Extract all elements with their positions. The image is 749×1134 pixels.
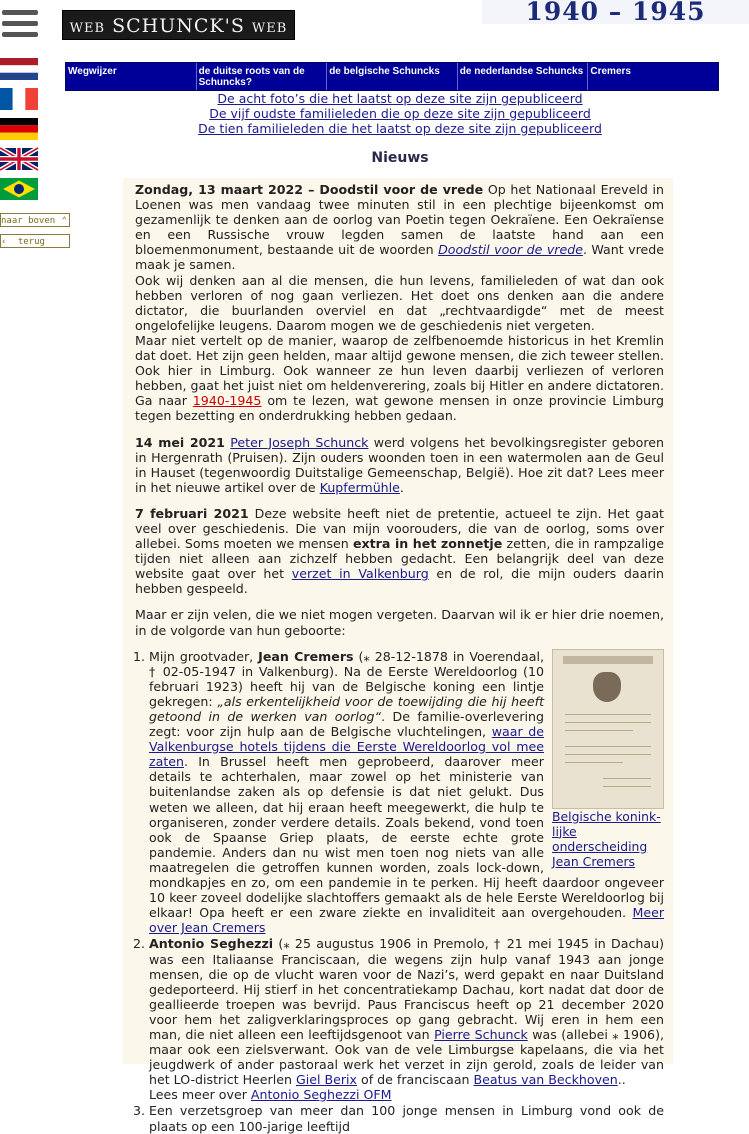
site-logo[interactable] [62, 10, 295, 40]
item-quote: „als erkentelijkheid voor de toewijding die hij heeft getoond in de werken van oorlog“ [149, 693, 545, 724]
double-chevron-up-icon: ⌃ [61, 216, 67, 226]
list-item [149, 936, 664, 1102]
remembrance-list [135, 649, 664, 1134]
menu-hamburger-icon[interactable] [2, 10, 38, 38]
chevron-left-icon: ‹ [1, 237, 7, 247]
back-to-top-button[interactable] [0, 213, 70, 227]
news-text: Maar niet vertelt op de manier, waarop de zelfbenoemde historicus in het Kremlin dat doet. Het zijn geen helden, maar altijd gewone mensen, die zich teweer stellen. Ook hier in Limburg. Ook wanneer ze hun leven daarbij verliezen of verloren hebben, gaat het juist niet om heldenverering, zoals bij Hitler en andere dictatoren. Ga naar [135, 332, 664, 409]
news-text: werd volgens het bevolkingsregister geboren in Hergenrath (Pruisen). Zijn ouders woonden toen in een watermolen aan de Geul in Hauset (tegenwoordig Duitstalige Gemeenschap, België). Hoe zit dat? Lees meer in het nieuwe artikel over de [135, 434, 664, 495]
french-flag-icon[interactable] [0, 88, 38, 110]
link-valkenburgse-hotels[interactable]: waar de Valkenburgse hotels tijdens die Eerste Wereldoorlog vol mee zaten [149, 724, 544, 770]
german-flag-icon[interactable] [0, 118, 38, 140]
item-text: (⁎ 28-12-1878 in Voerendaal, † 02-05-1947 in Valkenburg). Na de Eerste Wereldoorlog (10 februari 1923) heeft hij van de Belgische koning een lintje gekregen: [149, 648, 544, 709]
news-text: . Want vrede maak je samen. [135, 242, 664, 273]
news-text: . [399, 479, 404, 495]
link-doodstil[interactable]: Doodstil voor de vrede [438, 242, 583, 258]
news-bold: extra in het zonnetje [352, 536, 503, 552]
list-item [149, 1103, 664, 1133]
list-item [149, 649, 664, 936]
nav-item-cremers[interactable]: Cremers [590, 66, 631, 77]
item-text: was (allebei ⁎ 1906), maar ook een zielsverwant. Ook van de vele Limburgse kapelaans, die via het jeugdwerk of ander pastoraal werk het verzet in zijn gerold, zoals de leider van het LO-district Heerlen [149, 1026, 664, 1088]
news-date: 14 mei 2021 [135, 434, 225, 450]
news-item-2021-feb [135, 506, 664, 597]
page-title: Nieuws [371, 150, 429, 166]
news-text: Op het Nationaal Ereveld in Loenen was men vandaag twee minuten stil in een plechtige bijeenkomst om gezamenlijk te denken aan de oorlog van Poetin tegen Oekraïene. Een Oekraïense en een Russische vrouw legden samen de laatste hand aan een bloemenmonument, bestaande uit de woorden [135, 182, 664, 258]
item-text: (⁎ 25 augustus 1906 in Premolo, † 21 mei 1945 in Dachau) was een Italiaanse Franciscaan, die wegens zijn hulp vanaf 1943 aan jonge mensen, die op de vlucht waren voor de Nazi’s, werd gepakt en naar Duitsland gedeporteerd. Hij stierf in het concentratiekamp Dachau, kort nadat dat door de geallieerde troepen was bevrijd. Paus Franciscus heeft op 21 december 2020 voor hem het zaligverklaringsproces op gang gebracht. Wij eren in hem een man, die niet alleen een leeftijdsgenoot van [149, 936, 664, 1042]
link-verzet-valkenburg[interactable]: verzet in Valkenburg [291, 566, 429, 582]
item-text: . De familie-overlevering zegt: voor zijn hulp aan de Belgische vluchtelingen, [149, 709, 544, 740]
nav-item-nederlandse-schuncks[interactable]: de nederlandse Schuncks [458, 63, 589, 90]
link-beatus-van-beckhoven[interactable]: Beatus van Beckhoven [473, 1072, 618, 1088]
news-item-2022 [135, 182, 664, 424]
news-text: en de rol, die mijn ouders daarin hebben gespeeld. [135, 566, 665, 597]
link-latest-members[interactable]: De tien familieleden die het laatst op deze site zijn gepubliceerd [198, 121, 602, 136]
news-intro: Maar er zijn velen, die we niet mogen vergeten. Daarvan wil ik er hier drie noemen, in de volgorde van hun geboorte: [135, 607, 664, 638]
nav-item-duitse-roots[interactable]: de duitse roots van de Schuncks? [197, 63, 328, 90]
link-kupfermuhle[interactable]: Kupfermühle [319, 479, 400, 495]
item-name: Jean Cremers [258, 648, 354, 664]
link-oldest-members[interactable]: De vijf oudste familieleden die op deze site zijn gepubliceerd [209, 106, 591, 121]
decoration-figure [552, 649, 664, 869]
item-name: Antonio Seghezzi [149, 936, 274, 952]
item-text: .. [617, 1072, 626, 1088]
link-antonio-seghezzi[interactable]: Antonio Seghezzi OFM [250, 1087, 392, 1103]
main-navigation [65, 62, 719, 91]
back-to-top-label: naar boven [1, 216, 56, 226]
dutch-flag-icon[interactable] [0, 58, 38, 80]
nav-item-wegwijzer[interactable]: Wegwijzer [66, 63, 197, 90]
back-label: terug [17, 237, 45, 247]
recent-links [130, 91, 670, 136]
news-date: 7 februari 2021 [135, 505, 249, 521]
news-item-2021-mei [135, 435, 664, 495]
news-text: Ook wij denken aan al die mensen, die hun levens, familieleden of wat dan ook hebben verloren of nog gaan verliezen. Het doet ons denken aan die andere dictator, die buurlanden overviel en dat „rechtvaardigde“ met de meest ongelofelijke leugens. Daarom mogen we de geschiedenis niet vergeten. [135, 272, 664, 333]
link-1940-1945[interactable]: 1940-1945 [192, 393, 262, 409]
back-button[interactable] [0, 234, 70, 248]
years-banner[interactable]: 1940 – 1945 [482, 0, 749, 24]
news-text: zetten, die in rampzalige tijden niet alleen aan zichzelf hebben gedacht. Een belangrijk deel van deze website gaat over het [135, 536, 664, 582]
logo-main-text: SCHUNCK'S [112, 15, 245, 37]
link-peter-joseph-schunck[interactable]: Peter Joseph Schunck [230, 434, 369, 450]
logo-right-text: WEB [251, 21, 288, 36]
news-text: om te lezen, wat gewone mensen in onze provincie Limburg tegen bezetting en onderdrukking hebben gedaan. [135, 393, 664, 424]
item-text: Een verzetsgroep van meer dan 100 jonge mensen in Limburg vond ook de plaats op een 100-jarige leeftijd [149, 1103, 664, 1134]
item-text: Mijn grootvader, [149, 648, 259, 664]
logo-left-text: WEB [69, 21, 106, 36]
link-meer-jean-cremers[interactable]: Meer over Jean Cremers [149, 905, 664, 936]
item-text: . In Brussel heeft men geprobeerd, daarover meer details te achterhalen, maar zowel op het ministerie van buitenlandse zaken als op defensie is dat niet gelukt. Dus weten we alleen, dat hij eraan heeft meegewerkt, die hulp te organiseren, zonder verdere details. Zoals bekend, vond toen ook de Spaanse Griep plaats, de eerste echte grote pandemie. Anders dan nu wist men toen nog niets van alle maatregelen die getroffen kunnen worden, zoals lock-down, mondkapjes en zo, om een pandemie in te perken. Hij heeft daardoor ongeveer 10 keer zoveel dodelijke slachtoffers gemaakt als de hele Eerste Wereldoorlog bij elkaar! Opa heeft er een zware ziekte en invaliditeit aan overgehouden. [149, 754, 664, 921]
news-text: Deze website heeft niet de pretentie, actueel te zijn. Het gaat veel over geschiedenis. Die van mijn voorouders, die van de oorlog, soms over allebei. Soms moeten we mensen [135, 505, 664, 552]
figure-caption-link[interactable]: 1. Belgische konink-lijke onderscheiding Jean Cremers [552, 808, 661, 869]
link-latest-photos[interactable]: De acht foto’s die het laatst op deze site zijn gepubliceerd [217, 91, 583, 106]
news-date-title: Zondag, 13 maart 2022 – Doodstil voor de vrede [135, 182, 484, 197]
item-text: of de franciscaan [357, 1072, 474, 1088]
nav-item-belgische-schuncks[interactable]: de belgische Schuncks [327, 63, 458, 90]
brazilian-flag-icon[interactable] [0, 178, 38, 200]
decoration-document-image[interactable] [552, 649, 664, 809]
british-flag-icon[interactable] [0, 148, 38, 170]
news-content [123, 178, 673, 1134]
link-giel-berix[interactable]: Giel Berix [295, 1072, 357, 1088]
link-pierre-schunck[interactable]: Pierre Schunck [434, 1026, 528, 1042]
item-text: Lees meer over [149, 1087, 251, 1103]
